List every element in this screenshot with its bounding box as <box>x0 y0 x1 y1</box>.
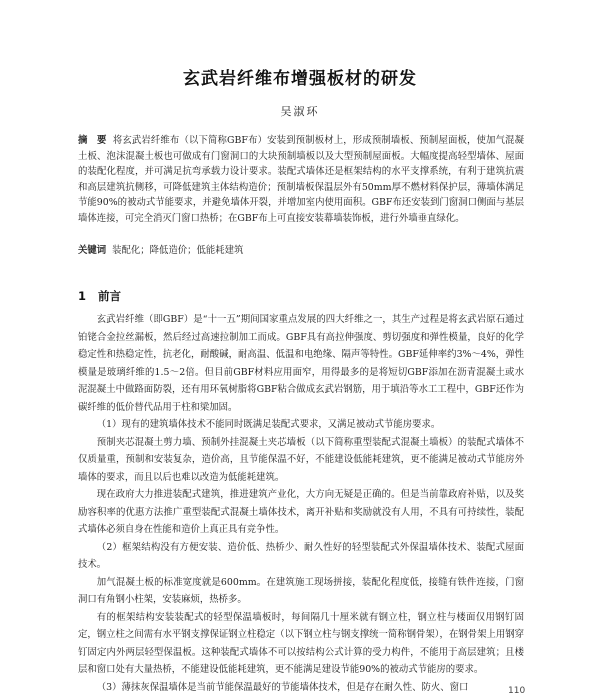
paragraph: （3）薄抹灰保温墙体是当前节能保温最好的节能墙体技术，但是存在耐久性、防火、窗口 <box>78 679 524 696</box>
keywords-text: 装配化；降低造价；低能耗建筑 <box>112 245 243 256</box>
page-number: 110 <box>508 686 525 696</box>
section-number: 1 <box>78 289 86 303</box>
paragraph: 玄武岩纤维（即GBF）是“十一五”期间国家重点发展的四大纤维之一，其生产过程是将玄武岩原石通过铂铑合金拉丝漏板，然后经过高速拉制加工而成。GBF具有高拉伸强度、剪切强度和弹性模量，良好的化学稳定性和热稳定性，抗老化，耐酸碱，耐高温、低温和电绝缘、隔声等特性。GBF延伸率约3%～4%，弹性模量是玻璃纤维的1.5～2倍。但目前GBF材料应用面窄，用得最多的是将短切GBF添加在沥青混凝土或水泥混凝土中做路面防裂，还有用环氧树脂将GBF粘合做成玄武岩钢筋，用于填沿等水工工程中，GBF还作为碳纤维的低价替代品用于柱和梁加固。 <box>78 311 524 416</box>
section-title: 前言 <box>98 289 121 303</box>
keywords <box>78 243 524 259</box>
paragraph: 现在政府大力推进装配式建筑，推进建筑产业化，大方向无疑是正确的。但是当前靠政府补贴，以及奖励容积率的优惠方法推广重型装配式混凝土墙体技术，离开补贴和奖励就没有人用，不具有可持续性，装配式墙体必须自身在性能和造价上真正具有竞争性。 <box>78 486 524 539</box>
keywords-label: 关键词 <box>78 245 106 256</box>
section-heading <box>78 288 121 304</box>
abstract-text: 将玄武岩纤维布（以下简称GBF布）安装到预制板材上，形成预制墙板、预制屋面板，使加气混凝土板、泡沫混凝土板也可做成有门窗洞口的大块预制墙板以及大型预制屋面板。大幅度提高轻型墙体、屋面的装配化程度，并可满足抗弯承载力设计要求。装配式墙体还是框架结构的水平支撑系统，有利于建筑抗震和高层建筑抗侧移，可降低建筑主体结构造价；预制墙板保温层外有50mm厚不燃材料保护层，薄墙体满足节能90%的被动式节能要求，并避免墙体开裂，并增加室内使用面积。GBF布还安装到门窗洞口侧面与基层墙体连接，可完全消灭门窗口热桥；在GBF布上可直接安装幕墙装饰板，进行外墙垂直绿化。 <box>78 135 524 224</box>
paragraph: （1）现有的建筑墙体技术不能同时既满足装配式要求，又满足被动式节能房要求。 <box>78 416 524 434</box>
abstract <box>78 133 524 227</box>
paper-title: 玄武岩纤维布增强板材的研发 <box>0 64 600 89</box>
paragraph: 有的框架结构安装装配式的轻型保温墙板时，每间隔几十厘米就有钢立柱，钢立柱与楼面仅用钢钉固定，钢立柱之间需有水平钢支撑保证钢立柱稳定（以下钢立柱与钢支撑统一简称钢骨架），在钢骨架上用钢穿钉固定内外两层轻型保温板。这种装配式墙体不可以按结构公式计算的受力构件，不能用于高层建筑；且楼层和窗口处有大量热桥，不能建设低能耗建筑，更不能满足建设节能90%的被动式节能房的要求。 <box>78 609 524 679</box>
body-text <box>78 311 524 696</box>
author-name: 吴淑环 <box>0 103 600 119</box>
paragraph: （2）框架结构没有方便安装、造价低、热桥少、耐久性好的轻型装配式外保温墙体技术、装配式屋面技术。 <box>78 539 524 574</box>
abstract-label: 摘 要 <box>78 135 107 146</box>
paragraph: 预制夹芯混凝土剪力墙、预制外挂混凝土夹芯墙板（以下简称重型装配式混凝土墙板）的装配式墙体不仅质量重，预制和安装复杂，造价高，且节能保温不好，不能建设低能耗建筑，更不能满足被动式节能房外墙体的要求，而且以后也难以改造为低能耗建筑。 <box>78 434 524 487</box>
paragraph: 加气混凝土板的标准宽度就是600mm。在建筑施工现场拼接，装配化程度低，接缝有铁件连接，门窗洞口有角钢小柱架，安装麻烦，热桥多。 <box>78 574 524 609</box>
